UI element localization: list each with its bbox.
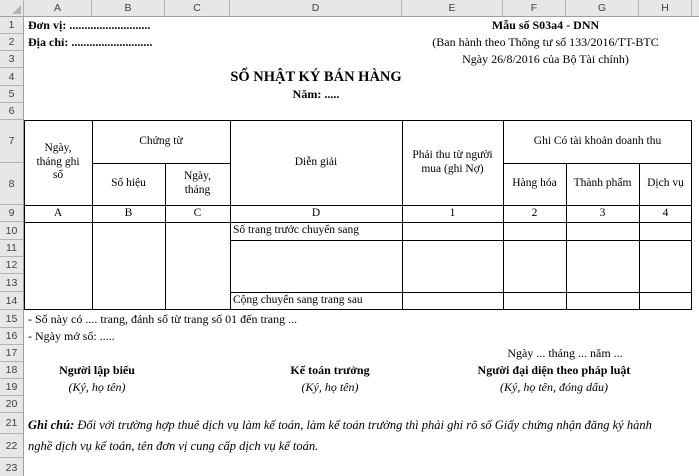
empty-cell[interactable] (165, 222, 230, 310)
title-year: Năm: ..... (292, 87, 340, 101)
row-last-label[interactable]: Cộng chuyển sang trang sau (233, 294, 363, 307)
table-col-label-C[interactable]: C (193, 206, 202, 219)
table-col-label-D[interactable]: D (311, 206, 321, 219)
table-col-label-3[interactable]: 3 (599, 206, 606, 219)
footnote-text: Đối với trường hợp thuê dịch vụ làm kế toán, làm kế toán trưởng thì phải ghi rõ số Giấy chứng nhận đăng ký hành nghề dịch vụ kế toán, tên đơn vị cung cấp dịch vụ kế toán. (28, 418, 652, 453)
empty-cell[interactable] (230, 240, 402, 292)
form-number: Mẫu số S03a4 - DNN (491, 18, 600, 32)
empty-cell[interactable] (566, 222, 639, 240)
row-header-13[interactable]: 13 (0, 274, 23, 292)
table-col-label-4[interactable]: 4 (662, 206, 669, 219)
select-all-triangle-icon (12, 5, 21, 14)
column-header-G[interactable]: G (566, 0, 639, 16)
column-header-B[interactable]: B (92, 0, 165, 16)
empty-cell[interactable] (402, 292, 503, 310)
signature1-subtitle: (Ký, họ tên) (68, 380, 126, 394)
footer-note-open-date: - Ngày mở sổ: ..... (28, 329, 115, 343)
header-cell-dien-giai[interactable]: Diễn giải (294, 155, 338, 168)
header-cell-ngay-thang[interactable]: Ngày, tháng (183, 170, 212, 196)
row-header-18[interactable]: 18 (0, 362, 23, 379)
row-header-5[interactable]: 5 (0, 86, 23, 103)
signature2-subtitle: (Ký, họ tên) (301, 380, 359, 394)
row-header-8[interactable]: 8 (0, 163, 23, 205)
empty-cell[interactable] (639, 222, 692, 240)
empty-cell[interactable] (503, 240, 566, 292)
row-header-3[interactable]: 3 (0, 51, 23, 68)
table-horizontal-border (92, 163, 230, 164)
table-col-label-B[interactable]: B (124, 206, 133, 219)
header-cell-hang-hoa[interactable]: Hàng hóa (512, 177, 557, 190)
column-header-E[interactable]: E (402, 0, 503, 16)
page-title: SỔ NHẬT KÝ BÁN HÀNG (230, 69, 402, 85)
header-cell-chung-tu[interactable]: Chứng từ (139, 134, 183, 147)
header-cell-ngay-thang-ghi-so[interactable]: Ngày, tháng ghi sổ (36, 142, 80, 182)
header-cell-thanh-pham[interactable]: Thành phẩm (573, 177, 632, 190)
empty-cell[interactable] (503, 292, 566, 310)
table-col-label-A[interactable]: A (53, 206, 63, 219)
signature3-subtitle: (Ký, họ tên, đóng dấu) (500, 380, 608, 394)
row-header-2[interactable]: 2 (0, 34, 23, 51)
table-col-label-2[interactable]: 2 (531, 206, 538, 219)
row-header-6[interactable]: 6 (0, 103, 23, 120)
row-header-12[interactable]: 12 (0, 257, 23, 274)
header-cell-dich-vu[interactable]: Dịch vụ (647, 177, 684, 190)
column-header-D[interactable]: D (230, 0, 402, 16)
row-header-7[interactable]: 7 (0, 120, 23, 163)
row-header-17[interactable]: 17 (0, 345, 23, 362)
row-header-14[interactable]: 14 (0, 292, 23, 310)
unit-line: Đơn vị: ........................... (28, 18, 151, 32)
form-issued-line1: (Ban hành theo Thông tư số 133/2016/TT-BTC (432, 35, 659, 49)
empty-cell[interactable] (402, 240, 503, 292)
column-header-C[interactable]: C (165, 0, 230, 16)
row-header-21[interactable]: 21 (0, 413, 23, 434)
empty-cell[interactable] (566, 240, 639, 292)
empty-cell[interactable] (503, 222, 566, 240)
row-header-22[interactable]: 22 (0, 434, 23, 458)
column-header-H[interactable]: H (639, 0, 692, 16)
row-header-1[interactable]: 1 (0, 17, 23, 34)
signature1-title: Người lập biểu (59, 363, 135, 377)
header-cell-ghi-co[interactable]: Ghi Có tài khoản doanh thu (533, 134, 662, 147)
address-line: Địa chỉ: ........................... (28, 35, 153, 49)
empty-cell[interactable] (24, 222, 92, 310)
footer-note-pages: - Sổ này có .... trang, đánh số từ trang số 01 đến trang ... (28, 312, 298, 326)
row-header-23[interactable]: 23 (0, 458, 23, 476)
row-header-20[interactable]: 20 (0, 396, 23, 413)
row-header-16[interactable]: 16 (0, 328, 23, 345)
empty-cell[interactable] (92, 222, 165, 310)
select-all-button[interactable] (0, 0, 24, 17)
empty-cell[interactable] (566, 292, 639, 310)
empty-cell[interactable] (639, 292, 692, 310)
footnote-label: Ghi chú: (28, 418, 75, 432)
header-cell-so-hieu[interactable]: Số hiệu (111, 177, 146, 190)
header-cell-phai-thu[interactable]: Phải thu từ người mua (ghi Nợ) (412, 148, 493, 175)
signature2-title: Kế toán trưởng (290, 363, 370, 377)
row-header-10[interactable]: 10 (0, 222, 23, 240)
form-issued-line2: Ngày 26/8/2016 của Bộ Tài chính) (462, 52, 629, 66)
empty-cell[interactable] (402, 222, 503, 240)
footnote (28, 415, 658, 457)
signature3-title: Người đại diện theo pháp luật (477, 363, 631, 377)
table-col-label-1[interactable]: 1 (449, 206, 456, 219)
empty-cell[interactable] (639, 240, 692, 292)
row-header-4[interactable]: 4 (0, 68, 23, 86)
row-header-11[interactable]: 11 (0, 240, 23, 257)
form-number-block (392, 17, 699, 68)
column-header-A[interactable]: A (24, 0, 92, 16)
row-header-9[interactable]: 9 (0, 205, 23, 222)
table-horizontal-border (503, 163, 692, 164)
column-header-F[interactable]: F (503, 0, 566, 16)
table-horizontal-border (24, 205, 692, 206)
signature-date-line: Ngày ... tháng ... năm ... (507, 346, 623, 360)
row-first-label[interactable]: Số trang trước chuyển sang (233, 224, 360, 237)
row-header-15[interactable]: 15 (0, 310, 23, 328)
row-header-19[interactable]: 19 (0, 379, 23, 396)
